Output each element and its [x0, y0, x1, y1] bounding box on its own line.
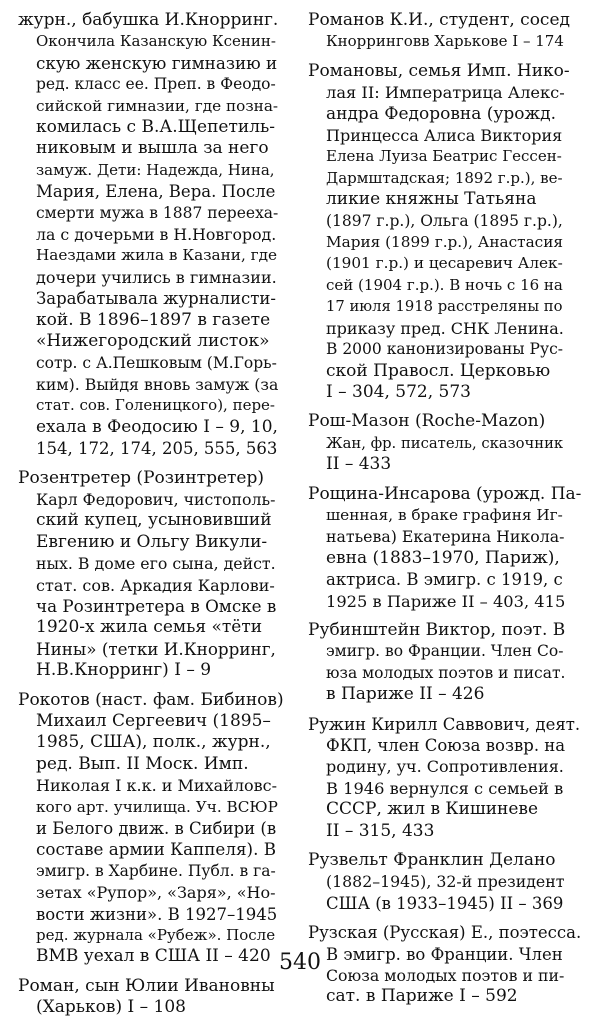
index-entry [18, 468, 296, 682]
entry-line: 1920-х жила семья «тёти [36, 617, 263, 638]
entry-line: ской Правосл. Церковью [326, 360, 551, 381]
entry-line: Кнорринговв Харькове I – 174 [326, 32, 564, 51]
index-entry [18, 976, 296, 1019]
entry-line: Мария (1899 г.р.), Анастасия [326, 233, 564, 252]
entry-line: I – 304, 572, 573 [326, 381, 471, 402]
entry-heading-line: Рузвельт Франклин Делано [308, 850, 556, 871]
entry-line: Принцесса Алиса Виктория [326, 126, 563, 146]
entry-line: Евгению и Ольгу Викули- [36, 531, 268, 552]
entry-line: СССР, жил в Кишиневе [326, 799, 539, 820]
entry-line: ред. Вып. II Моск. Имп. [36, 753, 249, 774]
entry-line: кой. В 1896–1897 в газете [36, 309, 271, 330]
entry-line: евна (1883–1970, Париж), [326, 547, 560, 568]
entry-line: зетах «Рупор», «Заря», «Но- [36, 883, 276, 903]
entry-line: Карл Федорович, чистополь- [36, 489, 276, 509]
entry-line: и Белого движ. в Сибири (в [36, 819, 277, 839]
entry-line: кого арт. училища. Уч. ВСЮР [36, 797, 278, 816]
entry-line: ред. журнала «Рубеж». После [36, 926, 276, 945]
entry-heading-line: Романовы, семья Имп. Нико- [308, 60, 570, 81]
index-entry [18, 690, 296, 968]
entry-heading-line: Романов К.И., студент, сосед [308, 10, 570, 30]
entry-line: 17 июля 1918 расстреляны по [326, 298, 563, 316]
index-entry [308, 850, 583, 914]
entry-line: Окончила Казанскую Ксенин- [36, 32, 276, 51]
entry-line: (1897 г.р.), Ольга (1895 г.р.), [326, 211, 563, 230]
entry-line: (1882–1945), 32-й президент [326, 872, 565, 892]
entry-line: вости жизни». В 1927–1945 [36, 904, 278, 924]
entry-line: андра Федоровна (урожд. [326, 103, 557, 124]
entry-heading-line: журн., бабушка И.Кнорринг. [18, 10, 279, 30]
entry-line: В 1946 вернулся с семьей в [326, 778, 564, 798]
entry-heading-line: Рош-Мазон (Roche-Mazon) [308, 411, 546, 432]
entry-line: ла с дочерьми в Н.Новгород. [36, 225, 277, 245]
entry-line: Союза молодых поэтов и пи- [326, 966, 565, 986]
entry-line: ФКП, член Союза возвр. на [326, 736, 566, 755]
entry-line: стат. сов. Голеницкого), пере- [36, 396, 276, 415]
entry-line: Н.В.Кнорринг) I – 9 [36, 660, 212, 681]
entry-line: шенная, в браке графиня Иг- [326, 505, 563, 524]
entry-line: родину, уч. Сопротивления. [326, 757, 564, 777]
entry-line: В эмигр. во Франции. Член [326, 944, 563, 964]
index-entry [308, 61, 583, 404]
entry-line: ский купец, усыновивший [36, 510, 272, 531]
entry-line: замуж. Дети: Надежда, Нина, [36, 160, 275, 179]
page-number: 540 [279, 950, 321, 975]
entry-line: ехала в Феодосию I – 9, 10, [36, 416, 278, 437]
entry-heading-line: Ружин Кирилл Саввович, деят. [308, 714, 581, 734]
index-entry [308, 484, 583, 612]
entry-line: юза молодых поэтов и писат. [326, 663, 566, 682]
entry-line: смерти мужа в 1887 перееха- [36, 203, 279, 222]
entry-line: сийской гимназии, где позна- [36, 96, 279, 115]
entry-line: ликие княжны Татьяна [326, 189, 537, 210]
entry-line: в Париже II – 426 [326, 684, 485, 705]
left-column [18, 10, 296, 1027]
entry-line: США (в 1933–1945) II – 369 [326, 893, 564, 913]
entry-heading-line: Розентретер (Розинтретер) [18, 467, 265, 488]
entry-line: сей (1904 г.р.). В ночь с 16 на [326, 275, 563, 294]
entry-line: 1925 в Париже II – 403, 415 [326, 591, 566, 611]
entry-line: эмигр. во Франции. Член Со- [326, 642, 564, 661]
index-entry [308, 620, 583, 706]
entry-line: приказу пред. СНК Ленина. [326, 318, 564, 338]
entry-line: составе армии Каппеля). В [36, 839, 277, 860]
index-entry [308, 714, 583, 842]
entry-line: ВМВ уехал в США II – 420 [36, 946, 271, 967]
entry-line: Наездами жила в Казани, где [36, 246, 278, 265]
entry-line: ред. класс ее. Преп. в Феодо- [36, 75, 276, 94]
entry-line: стат. сов. Аркадия Карлови- [36, 575, 275, 595]
index-entry [18, 10, 296, 460]
entry-heading-line: Рощина-Инсарова (урожд. Па- [308, 483, 582, 504]
entry-line: натьева) Екатерина Никола- [326, 527, 565, 547]
entry-line: «Нижегородский листок» [36, 331, 270, 352]
entry-heading-line: Рузская (Русская) Е., поэтесса. [308, 923, 582, 943]
entry-line: II – 315, 433 [326, 820, 435, 841]
entry-line: II – 433 [326, 454, 392, 475]
entry-line: Михаил Сергеевич (1895– [36, 711, 271, 731]
entry-heading-line: Рокотов (наст. фам. Бибинов) [18, 689, 284, 710]
entry-line: никовым и вышла за него [36, 138, 269, 159]
index-entry [308, 10, 583, 53]
entry-line: (1901 г.р.) и цесаревич Алек- [326, 254, 563, 273]
entry-line: Жан, фр. писатель, сказочник [326, 434, 564, 452]
entry-line: ных. В доме его сына, дейст. [36, 554, 276, 574]
entry-line: В 2000 канонизированы Рус- [326, 340, 564, 359]
index-entry [308, 411, 583, 475]
entry-line: Зарабатывала журналисти- [36, 289, 276, 309]
entry-line: скую женскую гимназию и [36, 52, 278, 73]
entry-line: ким). Выйдя вновь замуж (за [36, 374, 279, 394]
entry-line: Дармштадская; 1892 г.р.), ве- [326, 168, 563, 187]
entry-line: Нины» (тетки И.Кнорринг, [36, 638, 276, 659]
entry-line: актриса. В эмигр. с 1919, с [326, 570, 563, 590]
entry-line: сат. в Париже I – 592 [326, 986, 518, 1007]
entry-line: 154, 172, 174, 205, 555, 563 [36, 439, 278, 459]
entry-line: комилась с В.А.Щепетиль- [36, 117, 276, 138]
entry-line: Елена Луиза Беатрис Гессен- [326, 147, 562, 166]
entry-line: (Харьков) I – 108 [36, 997, 186, 1018]
entry-heading-line: Рубинштейн Виктор, поэт. В [308, 619, 566, 640]
entry-line: лая II: Императрица Алекс- [326, 83, 565, 103]
entry-line: Мария, Елена, Вера. После [36, 182, 276, 202]
entry-line: Николая I к.к. и Михайловс- [36, 776, 277, 796]
entry-line: 1985, США), полк., журн., [36, 732, 271, 753]
entry-line: эмигр. в Харбине. Публ. в га- [36, 861, 276, 880]
entry-line: дочери учились в гимназии. [36, 267, 277, 287]
right-column [308, 10, 583, 1016]
entry-heading-line: Роман, сын Юлии Ивановны [18, 975, 275, 996]
entry-line: сотр. с А.Пешковым (М.Горь- [36, 353, 277, 372]
entry-line: ча Розинтретера в Омске в [36, 595, 277, 616]
